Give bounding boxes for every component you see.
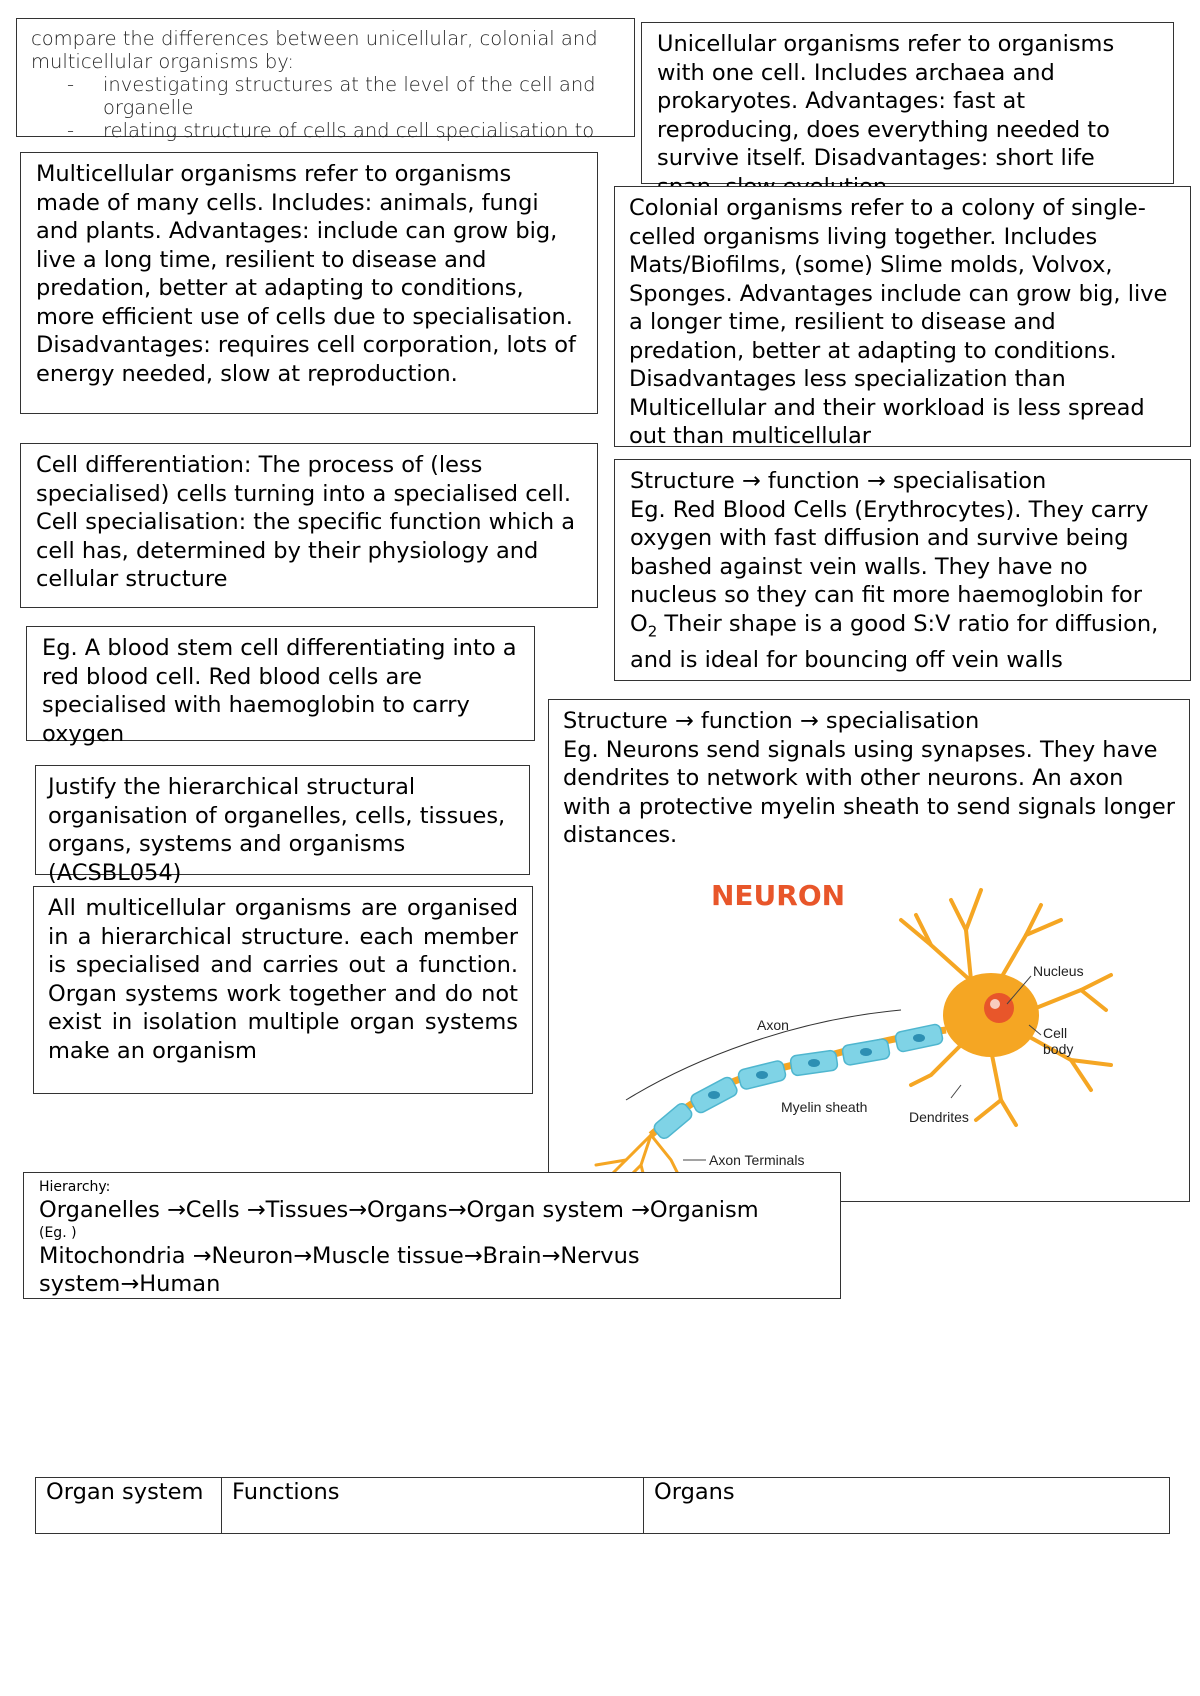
column-header: Functions bbox=[222, 1478, 644, 1534]
rbc-structure-box bbox=[614, 459, 1191, 681]
column-header: Organ system bbox=[36, 1478, 222, 1534]
hierarchy-label: Hierarchy: bbox=[39, 1179, 111, 1195]
hierarchy-chain: Organelles →Cells →Tissues→Organs→Organ system →Organism bbox=[39, 1197, 759, 1223]
neuron-box bbox=[548, 699, 1190, 1202]
differentiation-definition: Cell differentiation: The process of (less specialised) cells turning into a specialised cell. bbox=[36, 452, 572, 507]
colonial-text: Colonial organisms refer to a colony of single-celled organisms living together. Includes Mats/Biofilms, (some) Slime molds, Volvox, Sponges. Advantages include can grow big, live a longer time, resilient to disease and predation, better at adapting to conditions. Disadvantages less specialization than Multicellular and their workload is less spread out than multicellular bbox=[629, 195, 1168, 449]
justify-box bbox=[35, 765, 530, 886]
hierarchy-example: system→Human bbox=[39, 1271, 221, 1297]
syllabus-box bbox=[16, 18, 635, 142]
justify-text: Justify the hierarchical structural organisation of organelles, cells, tissues, organs, systems and organisms (ACSBL054) bbox=[48, 774, 506, 886]
cell-body-label: body bbox=[1043, 1041, 1074, 1057]
organ-system-table bbox=[35, 1477, 1170, 1534]
neuron-title: NEURON bbox=[711, 879, 846, 912]
definitions-box bbox=[20, 443, 598, 608]
hierarchy-example: Mitochondria →Neuron→Muscle tissue→Brain→Nervus bbox=[39, 1242, 640, 1269]
multicellular-text: Multicellular organisms refer to organisms made of many cells. Includes: animals, fungi and plants. Advantages: include can grow big, live a long time, resilient to disease and predation, better at adapting to conditions, more efficient use of cells due to specialisation. Disadvantages: requires cell corporation, lots of energy needed, slow at reproduction. bbox=[36, 161, 576, 387]
nucleus-label: Nucleus bbox=[1033, 963, 1084, 979]
unicellular-box bbox=[641, 22, 1174, 184]
syllabus-list bbox=[31, 73, 620, 142]
neuron-diagram bbox=[571, 860, 1131, 1190]
colonial-box bbox=[614, 186, 1191, 447]
syllabus-intro: compare the differences between unicellular, colonial and multicellular organisms by: bbox=[31, 27, 598, 73]
hierarchy-explain-text: All multicellular organisms are organised in a hierarchical structure. each member is specialised and carries out a function. Organ systems work together and do not exist in isolation multiple organ systems make an organism bbox=[48, 895, 518, 1064]
hierarchy-explain-box bbox=[33, 886, 533, 1094]
axon-label: Axon bbox=[757, 1017, 789, 1033]
cell-body-label: Cell bbox=[1043, 1025, 1068, 1041]
blood-stem-box bbox=[26, 626, 535, 747]
column-header: Organs bbox=[644, 1478, 1170, 1534]
myelin-label: Myelin sheath bbox=[781, 1099, 868, 1115]
table-header-row bbox=[36, 1478, 1170, 1534]
specialisation-definition: Cell specialisation: the specific function which a cell has, determined by their physiology and cellular structure bbox=[36, 509, 576, 592]
nucleus bbox=[984, 993, 1014, 1023]
rbc-heading: Structure → function → specialisation bbox=[630, 468, 1047, 494]
multicellular-box bbox=[20, 152, 598, 414]
dendrites-label: Dendrites bbox=[909, 1109, 969, 1125]
axon-terminals-label: Axon Terminals bbox=[709, 1152, 805, 1168]
syllabus-bullet: - relating structure of cells and cell specialisation to bbox=[31, 119, 620, 142]
neuron-heading: Structure → function → specialisation bbox=[563, 708, 980, 734]
hierarchy-eg-label: (Eg. ) bbox=[39, 1224, 77, 1241]
myelin-sheath bbox=[652, 1023, 944, 1140]
unicellular-text: Unicellular organisms refer to organisms with one cell. Includes archaea and prokaryotes. Advantages: fast at reproducing, does everything needed to survive itself. Disadvantages: short life bbox=[657, 31, 1115, 171]
blood-stem-text: Eg. A blood stem cell differentiating into a red blood cell. Red blood cells are specialised with haemoglobin to carry oxygen bbox=[42, 635, 517, 747]
neuron-body: Eg. Neurons send signals using synapses. They have dendrites to network with other neurons. An axon with a protective myelin sheath to send signals longer distances. bbox=[563, 736, 1175, 848]
rbc-body: Eg. Red Blood Cells (Erythrocytes). They carry oxygen with fast diffusion and survive being bashed against vein walls. They have no nucleus so they can fit more haemoglobin for $O_2$ Their shape is a good S:V ratio for diffusion, and is ideal for bouncing off vein walls bbox=[630, 496, 1159, 673]
hierarchy-box bbox=[23, 1172, 841, 1299]
syllabus-bullet: - investigating structures at the level of the cell and organelle bbox=[31, 73, 620, 119]
